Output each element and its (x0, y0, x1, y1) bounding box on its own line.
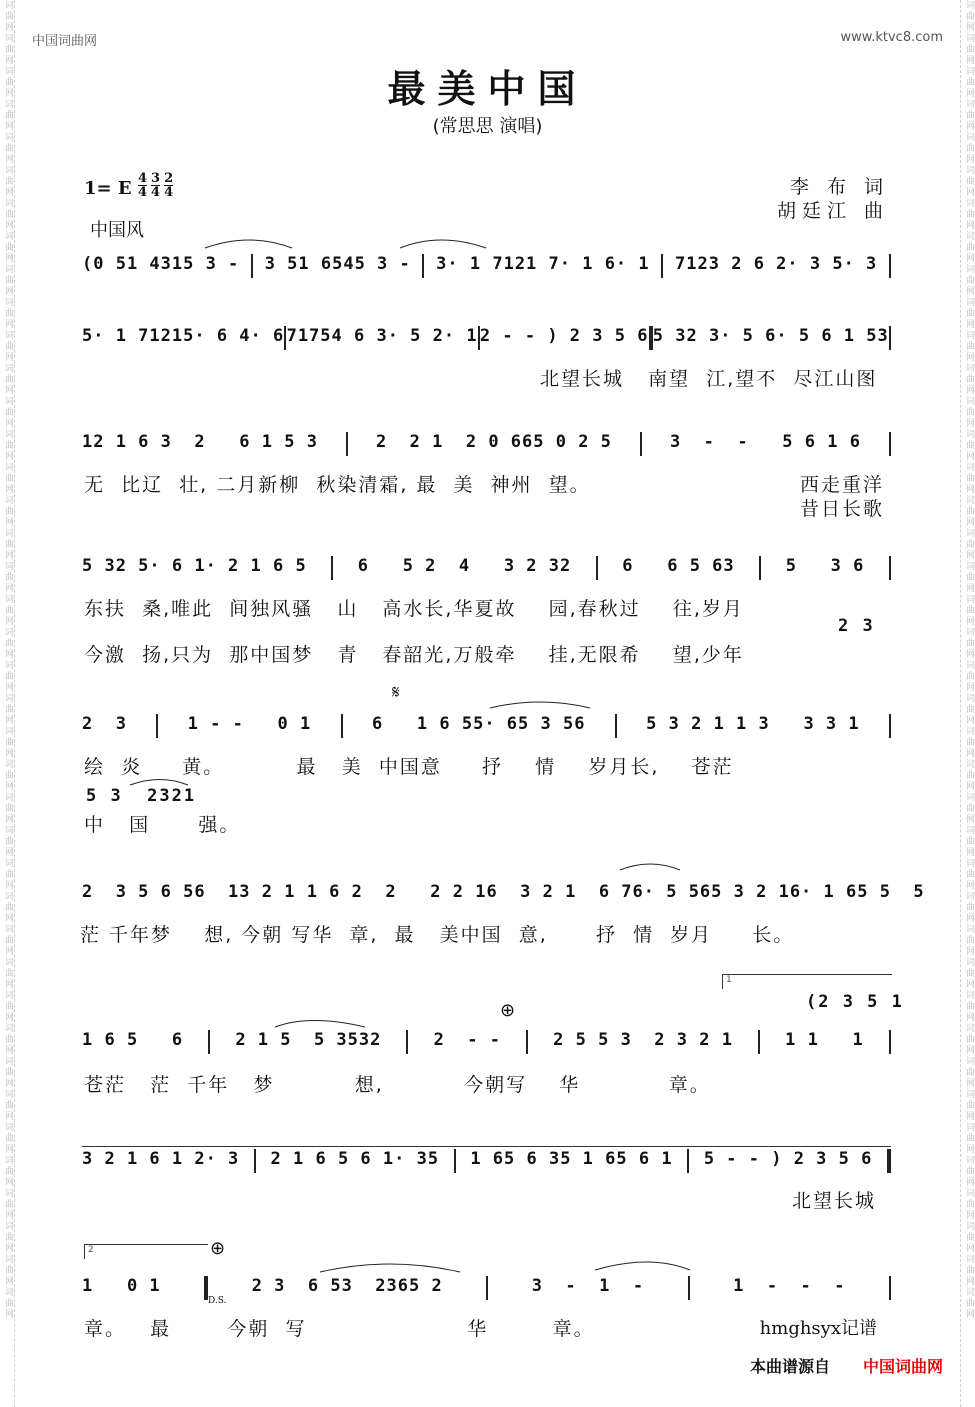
bar-line (331, 556, 333, 580)
lyric-line: 东扶 桑,唯此 间独风骚 山 高水长,华夏故 园,春秋过 往,岁月 (84, 598, 744, 620)
notation-line (82, 556, 891, 580)
bar-line (251, 254, 253, 278)
measure: (0 51 4315 3 - (82, 254, 240, 274)
composer-credit: 胡廷江 曲 (776, 200, 889, 222)
lyric-line: 中 国 强。 (84, 814, 241, 836)
measure: 5 32 5· 6 1· 2 1 6 5 (82, 556, 307, 576)
bar-line (889, 432, 891, 456)
bar-line (254, 1149, 256, 1173)
style-label: 中国风 (90, 220, 144, 241)
lyric-line: 章。 最 今朝 写 华 章。 (84, 1318, 595, 1340)
time-signatures (138, 172, 173, 199)
left-watermark-strip: 词曲网词曲网词曲网词曲网词曲网词曲网词曲网词曲网词曲网词曲网词曲网词曲网词曲网词曲网词曲网词曲网词曲网词曲网词曲网词曲网词曲网词曲网词曲网词曲网词曲网词曲网词曲网词曲网词曲网词曲网词曲网词曲网词曲网词曲网词曲网词曲网词曲网词曲网词曲网词曲网 (0, 0, 15, 1407)
measure: 3· 1 7121 7· 1 6· 1 (436, 254, 650, 274)
transcriber-credit: hmghsyx记谱 (759, 1318, 877, 1339)
measure: 1 - - - (733, 1276, 846, 1296)
measure: 2 3 5 6 56 1 (82, 882, 240, 902)
bar-line (889, 326, 891, 350)
bar-line (422, 254, 424, 278)
measure: 2 1 5 5 3532 (235, 1030, 382, 1050)
staff-system-4 (82, 556, 891, 586)
right-watermark-strip: 词曲网词曲网词曲网词曲网词曲网词曲网词曲网词曲网词曲网词曲网词曲网词曲网词曲网词曲网词曲网词曲网词曲网词曲网词曲网词曲网词曲网词曲网词曲网词曲网词曲网词曲网词曲网词曲网词曲网词曲网词曲网词曲网词曲网词曲网词曲网词曲网词曲网词曲网词曲网词曲网 (960, 0, 975, 1407)
bar-line (615, 714, 617, 738)
notation-line (82, 254, 891, 278)
notation-fragment: 2 3 (838, 616, 875, 636)
staff-system-8 (82, 1146, 891, 1177)
segno-icon: 𝄋 (392, 682, 400, 703)
notation-line (82, 1276, 891, 1300)
measure: 2 1 6 5 6 1· 35 (270, 1149, 440, 1169)
measure: 2 - - ) 2 3 5 6 (479, 326, 649, 346)
notation-line (82, 714, 891, 738)
measure: 6 1 6 55· 65 3 56 (371, 714, 586, 734)
measure: 6 3 2 1 6 76· 5 56 (486, 882, 712, 902)
measure: 2 3 (82, 714, 127, 734)
measure: 5· 1 71215· 6 4· 6 (82, 326, 285, 346)
measure: 2 5 5 3 2 3 2 1 (553, 1030, 733, 1050)
lyric-line: 北望长城 (792, 1190, 877, 1212)
measure: 71754 6 3· 5 2· 1 (286, 326, 478, 346)
bar-line (889, 556, 891, 580)
bar-line (341, 714, 343, 738)
source-label: 本曲谱源自 (749, 1357, 830, 1376)
site-url-top-right: www.ktvc8.com (840, 30, 943, 45)
notation-line (82, 432, 891, 456)
bar-line (889, 254, 891, 278)
measure: 6 6 5 63 (622, 556, 735, 576)
lyric-line: 无 比辽 壮, 二月新柳 秋染清霜, 最 美 神州 望。 (84, 474, 591, 496)
bar-line (204, 1276, 208, 1300)
measure: 3 - 1 - (531, 1276, 645, 1296)
bar-line (596, 556, 598, 580)
lyric-line: 北望长城 南望 江,望不 尽江山图 (540, 368, 878, 390)
measure: 7123 2 6 2· 3 5· 3 (675, 254, 878, 274)
coda-icon: ⊕ (210, 1238, 226, 1259)
coda-icon: ⊕ (500, 1000, 516, 1021)
measure: 3 2 1 6 1 2· 3 (82, 1149, 240, 1169)
bar-line (889, 1030, 891, 1054)
lyric-line: 昔日长歌 (800, 498, 885, 520)
lyric-line: 西走重洋 (800, 474, 885, 496)
source-site-link[interactable]: 中国词曲网 (862, 1357, 943, 1376)
bar-line (889, 714, 891, 738)
bar-line (688, 1276, 690, 1300)
measure: 1 - - 0 1 (187, 714, 312, 734)
time-signature: $\frac{4}{4}$ (138, 171, 148, 200)
measure: 1 1 1 (785, 1030, 864, 1050)
staff-system-7 (82, 1030, 891, 1060)
lyric-line: 茫 千年梦 想, 今朝 写华 章, 最 美中国 意, 抒 情 岁月 长。 (80, 924, 795, 946)
measure: 3 - - 5 6 1 6 (669, 432, 861, 452)
measure: 1 6 5 6 (82, 1030, 184, 1050)
key-signature: 1= E (84, 178, 132, 199)
measure: 5 3 2 1 1 3 3 3 1 (646, 714, 860, 734)
staff-system-3 (82, 432, 891, 462)
notation-line (82, 326, 891, 350)
bar-line (887, 1149, 891, 1173)
bar-line (454, 1149, 456, 1173)
bar-line (346, 432, 348, 456)
bar-line (758, 1030, 760, 1054)
time-signature: $\frac{2}{4}$ (164, 171, 174, 200)
first-ending-bracket: 1 (722, 974, 892, 989)
bar-line (661, 254, 663, 278)
bar-line (759, 556, 761, 580)
song-subtitle: (常思思 演唱) (432, 116, 543, 137)
lyric-line: 绘 炎 黄。 最 美 中国意 抒 情 岁月长, 苍茫 (84, 756, 734, 778)
measure: 1 65 6 35 1 65 6 1 (470, 1149, 673, 1169)
ds-marking: D.S. (208, 1296, 227, 1306)
lyric-line: 苍茫 茫 千年 梦 想, 今朝写 华 章。 (84, 1074, 711, 1096)
notation-line (82, 1149, 891, 1173)
measure: 2 2 1 2 0 665 0 2 5 (375, 432, 612, 452)
second-ending-bracket: 2 (84, 1244, 208, 1259)
staff-system-2 (82, 326, 891, 356)
measure: 2 3 6 53 2365 2 (251, 1276, 443, 1296)
bar-line (406, 1030, 408, 1054)
lyricist-credit: 李 布 词 (789, 176, 889, 198)
bar-line (640, 432, 642, 456)
measure: 3 51 6545 3 - (264, 254, 411, 274)
bar-line (687, 1149, 689, 1173)
staff-system-6 (82, 882, 925, 912)
measure: 2 - - (433, 1030, 501, 1050)
bar-line (156, 714, 158, 738)
staff-system-1 (82, 254, 891, 284)
bar-line (526, 1030, 528, 1054)
notation-fragment: 5 3 2321 (86, 786, 197, 806)
measure: 12 1 6 3 2 6 1 5 3 (82, 432, 318, 452)
site-name-top-left: 中国词曲网 (32, 34, 98, 49)
bar-line (486, 1276, 488, 1300)
measure: 1 0 1 (82, 1276, 161, 1296)
measure: 5 3 6 (785, 556, 865, 576)
notation-line (82, 1030, 891, 1054)
measure: 3 2 1 1 6 2 2 2 2 1 (239, 882, 487, 902)
staff-system-5 (82, 714, 891, 744)
notation-fragment: (2 3 5 1 (806, 992, 904, 1012)
measure: 5 32 3· 5 6· 5 6 1 53 (652, 326, 889, 346)
notation-line (82, 882, 925, 906)
measure: 5 - - ) 2 3 5 6 (703, 1149, 873, 1169)
time-signature: $\frac{3}{4}$ (151, 171, 161, 200)
staff-system-9 (82, 1276, 891, 1306)
song-title: 最美中国 (387, 66, 588, 111)
bar-line (889, 1276, 891, 1300)
bar-line (208, 1030, 210, 1054)
lyric-line: 今激 扬,只为 那中国梦 青 春韶光,万般牵 挂,无限希 望,少年 (84, 644, 744, 666)
measure: 6 5 2 4 3 2 32 (357, 556, 572, 576)
measure: 5 3 2 16· 1 65 5 5 (711, 882, 925, 902)
